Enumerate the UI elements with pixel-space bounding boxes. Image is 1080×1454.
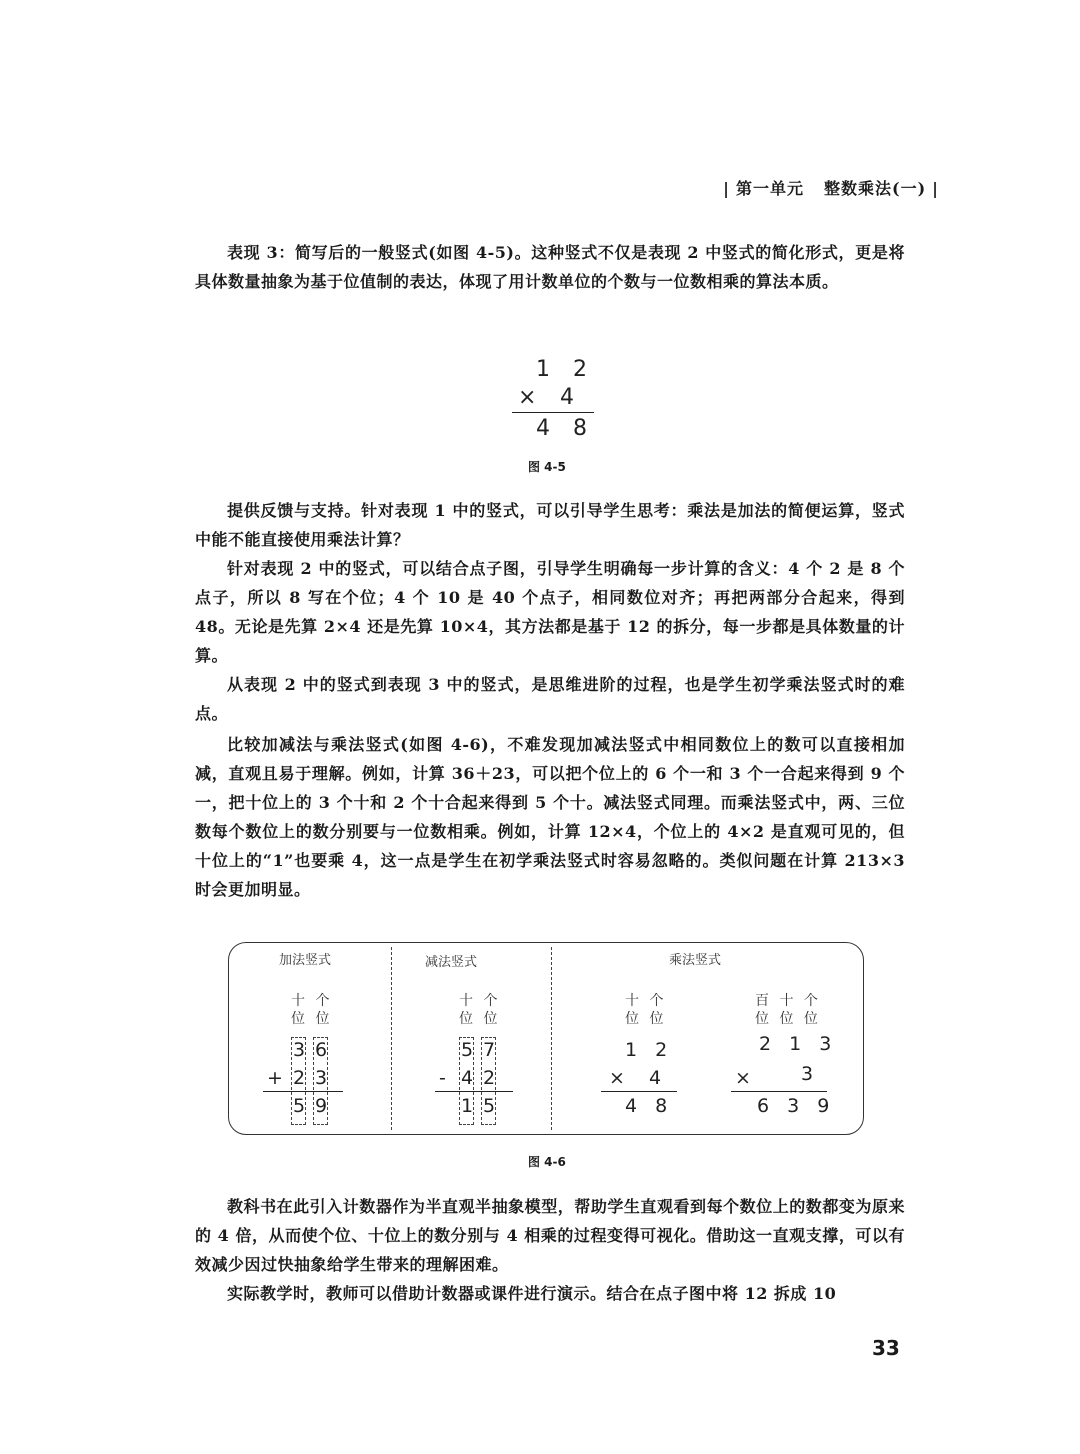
mul2-line [731,1091,827,1092]
sub-r-ones: 5 [483,1095,496,1117]
add-b-tens: 2 [293,1067,306,1089]
paragraph-7: 实际教学时，教师可以借助计数器或课件进行演示。结合在点子图中将 12 拆成 10 [227,1284,837,1303]
running-header [0,176,945,199]
figure-4-5 [500,355,600,445]
figure-4-6-caption: 图 4-6 [528,1155,566,1169]
fig45-result: 4 8 [536,416,595,441]
add-place-top: 十 个 [291,993,333,1009]
mul1-multiplicand: 1 2 [625,1039,674,1061]
sub-place-top: 十 个 [459,993,501,1009]
figure-4-5-caption: 图 4-5 [528,460,566,474]
add-line [263,1091,343,1092]
mul2-place-top: 百 十 个 [755,993,821,1009]
mul2-multiplicand: 2 1 3 [759,1033,838,1055]
add-r-tens: 5 [293,1095,306,1117]
sub-r-tens: 1 [461,1095,474,1117]
sub-operator: - [439,1067,446,1089]
fig45-operator: × [518,385,545,410]
mul2-place-bottom: 位 位 位 [755,1011,821,1027]
mul1-place-bottom: 位 位 [625,1011,667,1027]
paragraph-3: 针对表现 2 中的竖式，可以结合点子图，引导学生明确每一步计算的含义：4 个 2 是 8 个点子，所以 8 写在个位；4 个 10 是 40 个点子，相同数位对齐；再把两部分合起来，得到 48。无论是先算 2×4 还是先算 10×4，其方法都是基于 12 的拆分，每一步都是具体数量的计算。 [195,559,905,665]
paragraph-4: 从表现 2 中的竖式到表现 3 中的竖式，是思维进阶的过程，也是学生初学乘法竖式时的难点。 [195,675,905,723]
page-number: 33 [872,1336,900,1360]
mul2-result: 6 3 9 [757,1095,836,1117]
sub-section-title: 减法竖式 [425,955,478,970]
sub-b-tens: 4 [461,1067,474,1089]
mul2-multiplier: 3 [801,1063,814,1085]
mul1-line [601,1091,677,1092]
paragraph-1: 表现 3：简写后的一般竖式(如图 4-5)。这种竖式不仅是表现 2 中竖式的简化形式，更是将具体数量抽象为基于位值制的表达，体现了用计数单位的个数与一位数相乘的算法本质。 [195,243,905,291]
header-unit: 第一单元 [736,179,805,198]
figure-4-6 [228,942,864,1135]
sub-a-ones: 7 [483,1039,496,1061]
add-a-tens: 3 [293,1039,306,1061]
mul1-place-top: 十 个 [625,993,667,1009]
fig45-multiplicand: 1 2 [536,357,595,382]
fig45-line [512,412,594,413]
mul1-result: 4 8 [625,1095,674,1117]
fig45-multiplier: 4 [560,385,582,410]
paragraph-5: 比较加减法与乘法竖式(如图 4-6)，不难发现加减法竖式中相同数位上的数可以直接相加减，直观且易于理解。例如，计算 36＋23，可以把个位上的 6 个一和 3 个一合起来得到 9 个一，把十位上的 3 个十和 2 个十合起来得到 5 个十。减法竖式同理。而乘法竖式中，两、三位数每个数位上的数分别要与一位数相乘。例如，计算 12×4，个位上的 4×2 是直观可见的，但十位上的“1”也要乘 4，这一点是学生在初学乘法竖式时容易忽略的。类似问题在计算 213×3 时会更加明显。 [195,735,905,899]
sub-place-bottom: 位 位 [459,1011,501,1027]
header-title: 整数乘法(一) [824,179,927,198]
sub-b-ones: 2 [483,1067,496,1089]
add-operator: + [267,1067,283,1089]
add-place-bottom: 位 位 [291,1011,333,1027]
sub-line [435,1091,513,1092]
mul1-operator: × [609,1067,625,1089]
mul-section-title: 乘法竖式 [669,953,722,968]
fig46-divider-1 [391,947,392,1130]
mul2-operator: × [735,1067,751,1089]
header-bar-right: | [932,179,939,198]
fig46-divider-2 [551,947,552,1130]
sub-a-tens: 5 [461,1039,474,1061]
paragraph-6: 教科书在此引入计数器作为半直观半抽象模型，帮助学生直观看到每个数位上的数都变为原来的 4 倍，从而使个位、十位上的数分别与 4 相乘的过程变得可视化。借助这一直观支撑，可以有效减少因过快抽象给学生带来的理解困难。 [195,1197,905,1274]
add-r-ones: 9 [315,1095,328,1117]
add-b-ones: 3 [315,1067,328,1089]
paragraph-2: 提供反馈与支持。针对表现 1 中的竖式，可以引导学生思考：乘法是加法的简便运算，竖式中能不能直接使用乘法计算？ [195,501,905,549]
add-section-title: 加法竖式 [279,953,332,968]
add-a-ones: 6 [315,1039,328,1061]
mul1-multiplier: 4 [649,1067,662,1089]
header-bar-left: | [723,179,730,198]
